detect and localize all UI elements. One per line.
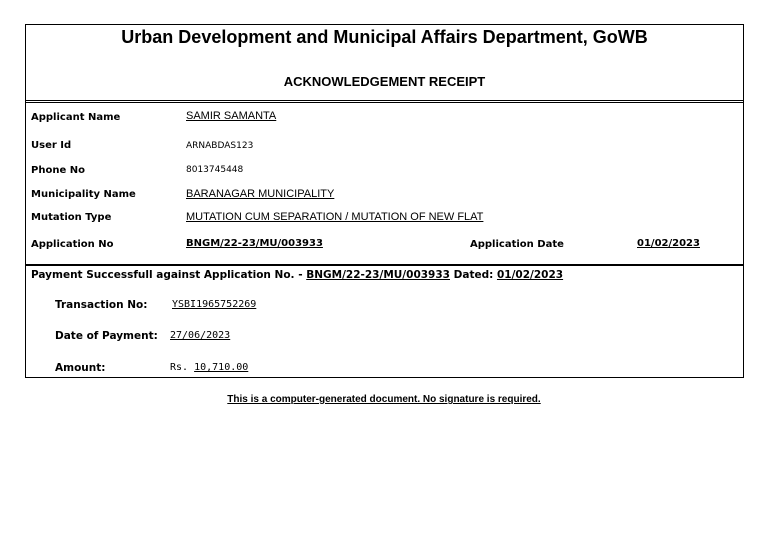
- payment-status-text: Payment Successfull against Application No. -: [31, 269, 303, 281]
- application-date-label: Application Date: [470, 239, 564, 250]
- receipt-heading: ACKNOWLEDGEMENT RECEIPT: [283, 74, 486, 89]
- computer-generated-note: This is a computer-generated document. No signature is required.: [227, 394, 541, 405]
- municipality-value: BARANAGAR MUNICIPALITY: [186, 188, 335, 200]
- section-divider: [26, 264, 743, 266]
- application-no-value: BNGM/22-23/MU/003933: [186, 238, 323, 249]
- amount-label: Amount:: [55, 362, 106, 374]
- amount-value: 10,710.00: [194, 362, 249, 373]
- transaction-no-value: YSBI1965752269: [172, 299, 257, 310]
- mutation-type-label: Mutation Type: [31, 212, 112, 223]
- department-title: Urban Development and Municipal Affairs Department, GoWB: [121, 27, 648, 47]
- payment-status-line: [31, 267, 563, 283]
- phone-value: 8013745448: [186, 165, 244, 175]
- phone-label: Phone No: [31, 165, 85, 176]
- payment-application-no: BNGM/22-23/MU/003933: [306, 269, 450, 281]
- applicant-name-label: Applicant Name: [31, 112, 121, 123]
- header-divider: [26, 100, 743, 103]
- amount-field: [170, 361, 248, 375]
- currency-label: Rs.: [170, 362, 189, 373]
- applicant-name-value: SAMIR SAMANTA: [186, 110, 277, 122]
- user-id-value: ARNABDAS123: [186, 141, 254, 151]
- payment-date-label: Date of Payment:: [55, 330, 158, 342]
- mutation-type-value: MUTATION CUM SEPARATION / MUTATION OF NEW FLAT: [186, 211, 484, 223]
- payment-dated-label: Dated:: [453, 269, 494, 281]
- user-id-label: User Id: [31, 140, 72, 151]
- municipality-label: Municipality Name: [31, 189, 136, 200]
- transaction-no-label: Transaction No:: [55, 299, 148, 311]
- application-no-label: Application No: [31, 239, 114, 250]
- receipt-box: [25, 24, 744, 378]
- payment-dated-value: 01/02/2023: [496, 269, 564, 281]
- payment-date-value: 27/06/2023: [170, 330, 231, 341]
- application-date-value: 01/02/2023: [637, 238, 700, 249]
